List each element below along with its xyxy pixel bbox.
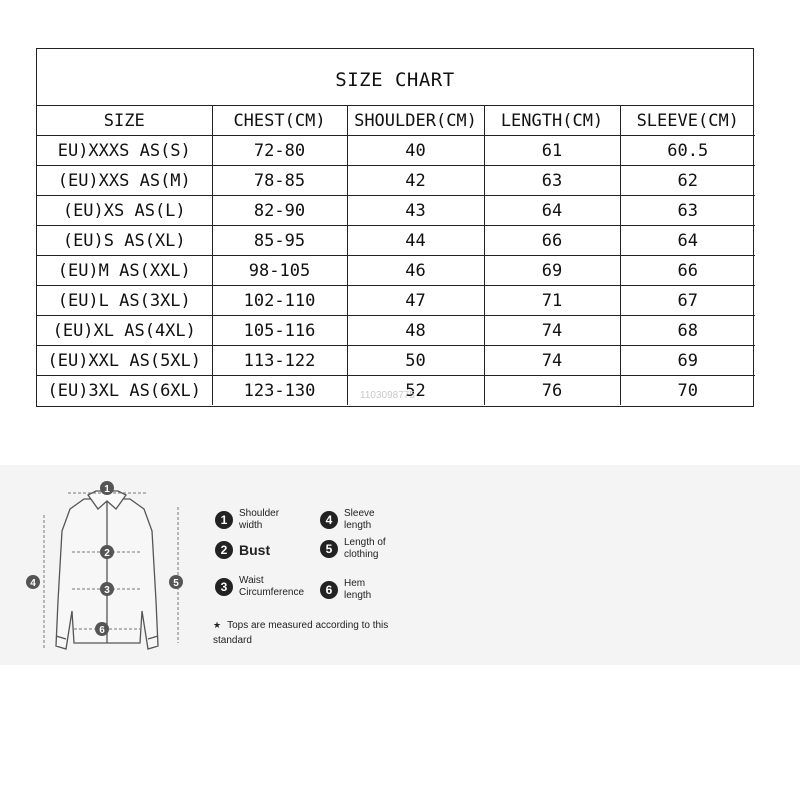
marker-6: 6: [99, 625, 105, 636]
chart-title: SIZE CHART: [37, 49, 753, 106]
shirt-diagram-icon: [18, 471, 198, 661]
cell-size: (EU)XXS AS(M): [37, 166, 212, 196]
legend-label: Waist Circumference: [239, 575, 305, 598]
header-length: LENGTH(CM): [484, 106, 620, 136]
legend-item-sleeve-length: [320, 508, 375, 532]
table-row: [37, 286, 755, 316]
cell-size: (EU)M AS(XXL): [37, 256, 212, 286]
cell-length: 61: [484, 136, 620, 166]
cell-size: (EU)XL AS(4XL): [37, 316, 212, 346]
legend-label: Sleeve length: [344, 508, 375, 531]
cell-length: 74: [484, 316, 620, 346]
cell-sleeve: 67: [620, 286, 755, 316]
cell-shoulder: 47: [347, 286, 484, 316]
number-2-icon: 2: [215, 541, 233, 559]
cell-length: 71: [484, 286, 620, 316]
number-6-icon: 6: [320, 581, 338, 599]
watermark: 1103098775: [360, 390, 415, 401]
header-sleeve: SLEEVE(CM): [620, 106, 755, 136]
legend-item-bust: [215, 541, 270, 559]
legend-item-waist-circumference: [215, 575, 315, 599]
cell-chest: 123-130: [212, 376, 347, 406]
cell-shoulder: 48: [347, 316, 484, 346]
number-4-icon: 4: [320, 511, 338, 529]
cell-shoulder: 43: [347, 196, 484, 226]
table-row: [37, 226, 755, 256]
cell-size: (EU)XXL AS(5XL): [37, 346, 212, 376]
measurement-guide: [0, 465, 800, 665]
cell-chest: 98-105: [212, 256, 347, 286]
table-row: [37, 196, 755, 226]
cell-length: 64: [484, 196, 620, 226]
cell-size: (EU)XS AS(L): [37, 196, 212, 226]
number-1-icon: 1: [215, 511, 233, 529]
cell-chest: 113-122: [212, 346, 347, 376]
cell-shoulder: 40: [347, 136, 484, 166]
cell-length: 74: [484, 346, 620, 376]
cell-size: EU)XXXS AS(S): [37, 136, 212, 166]
cell-shoulder: 42: [347, 166, 484, 196]
header-row: [37, 106, 755, 136]
number-3-icon: 3: [215, 578, 233, 596]
marker-3: 3: [104, 585, 110, 596]
legend-label: Bust: [239, 542, 271, 558]
cell-sleeve: 69: [620, 346, 755, 376]
legend-label: Hem length: [344, 578, 372, 601]
cell-chest: 85-95: [212, 226, 347, 256]
cell-sleeve: 70: [620, 376, 755, 406]
table-row: [37, 166, 755, 196]
cell-shoulder: 50: [347, 346, 484, 376]
marker-1: 1: [104, 484, 110, 495]
marker-4: 4: [30, 578, 36, 589]
size-grid: [37, 106, 755, 405]
marker-5: 5: [173, 578, 179, 589]
header-size: SIZE: [37, 106, 212, 136]
legend-item-shoulder-width: [215, 508, 279, 532]
cell-size: (EU)L AS(3XL): [37, 286, 212, 316]
cell-chest: 102-110: [212, 286, 347, 316]
table-row: [37, 136, 755, 166]
cell-sleeve: 66: [620, 256, 755, 286]
cell-length: 69: [484, 256, 620, 286]
cell-length: 66: [484, 226, 620, 256]
cell-size: (EU)S AS(XL): [37, 226, 212, 256]
cell-chest: 82-90: [212, 196, 347, 226]
cell-shoulder: 46: [347, 256, 484, 286]
cell-sleeve: 64: [620, 226, 755, 256]
cell-size: (EU)3XL AS(6XL): [37, 376, 212, 406]
size-chart-table: [36, 48, 754, 407]
marker-2: 2: [104, 548, 110, 559]
legend-item-length-of-clothing: [320, 537, 400, 561]
header-chest: CHEST(CM): [212, 106, 347, 136]
legend-item-hem-length: [320, 578, 371, 602]
cell-chest: 78-85: [212, 166, 347, 196]
cell-shoulder: 44: [347, 226, 484, 256]
cell-shoulder: 52: [347, 376, 484, 406]
number-5-icon: 5: [320, 540, 338, 558]
cell-length: 63: [484, 166, 620, 196]
cell-sleeve: 68: [620, 316, 755, 346]
cell-chest: 72-80: [212, 136, 347, 166]
star-icon: ★: [213, 620, 222, 630]
cell-sleeve: 62: [620, 166, 755, 196]
legend-label: Length of clothing: [344, 537, 386, 560]
cell-sleeve: 63: [620, 196, 755, 226]
cell-sleeve: 60.5: [620, 136, 755, 166]
header-shoulder: SHOULDER(CM): [347, 106, 484, 136]
table-row: [37, 316, 755, 346]
note-text: Tops are measured according to this standard: [213, 620, 389, 646]
measurement-note: [213, 618, 413, 648]
table-row: [37, 256, 755, 286]
cell-length: 76: [484, 376, 620, 406]
legend-label: Shoulder width: [239, 508, 280, 531]
cell-chest: 105-116: [212, 316, 347, 346]
table-row: [37, 346, 755, 376]
